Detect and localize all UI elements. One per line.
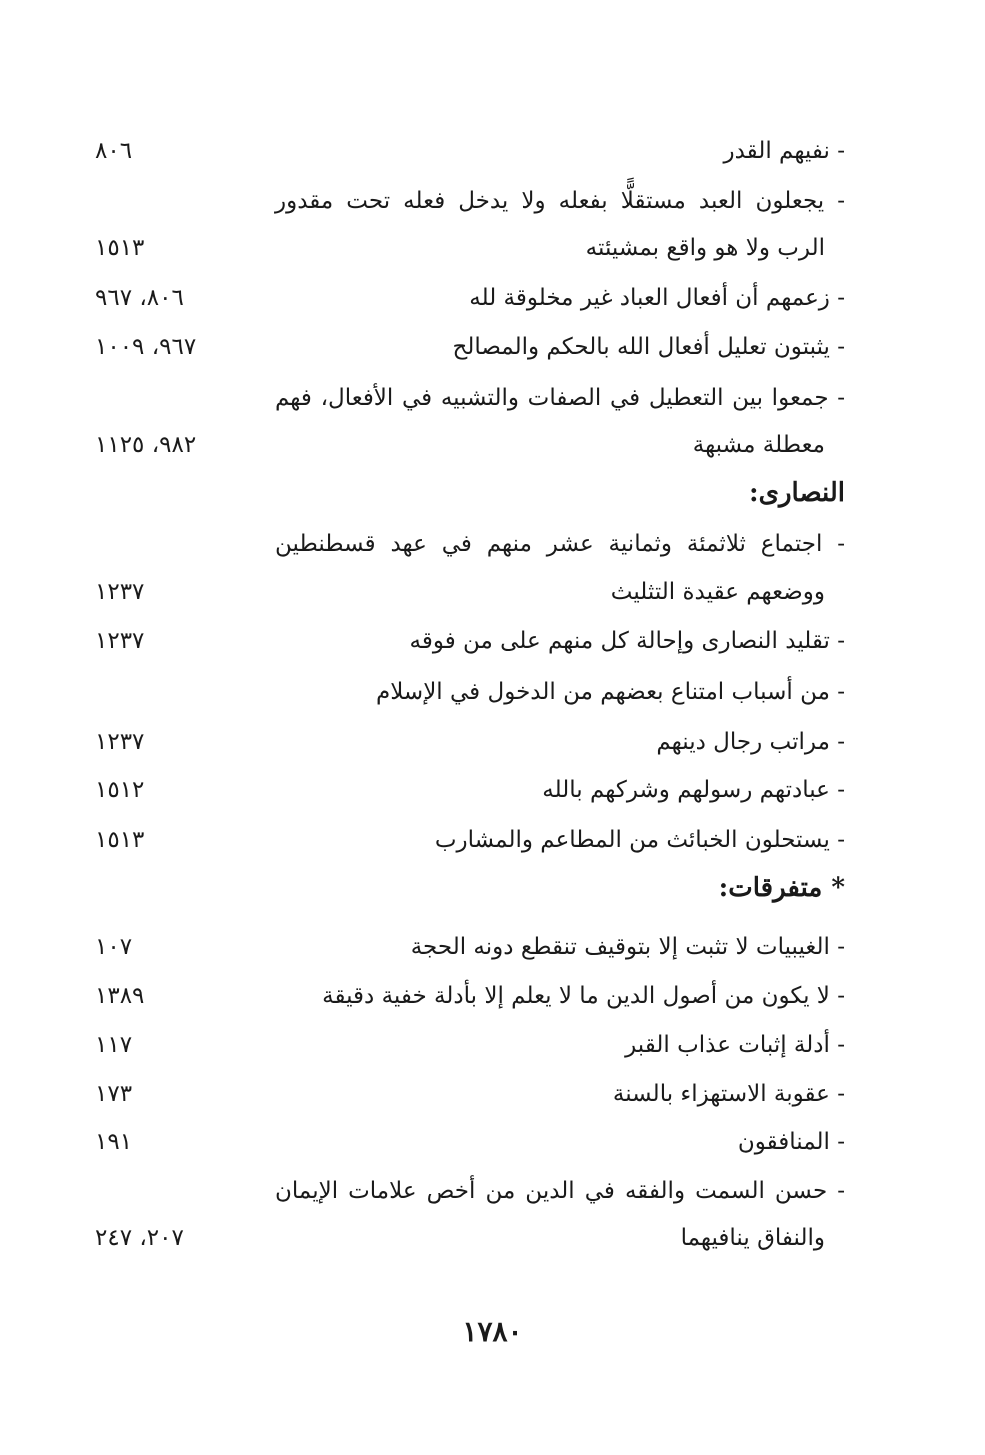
index-entry bbox=[0, 722, 985, 762]
index-entry bbox=[0, 621, 985, 661]
index-entry bbox=[0, 820, 985, 860]
entry-pages: ١٧٣ bbox=[95, 1081, 133, 1107]
entry-pages: ٩٦٧، ١٠٠٩ bbox=[95, 334, 197, 360]
index-entry bbox=[0, 976, 985, 1016]
entry-text: - لا يكون من أصول الدين ما لا يعلم إلا بأدلة خفية دقيقة bbox=[322, 983, 845, 1009]
section-heading: * متفرقات: bbox=[718, 873, 845, 903]
entry-text: - نفيهم القدر bbox=[723, 138, 845, 164]
entry-text: - اجتماع ثلاثمئة وثمانية عشر منهم في عهد قسطنطين bbox=[275, 531, 845, 557]
entry-pages: ٨٠٦ bbox=[95, 138, 133, 164]
entry-text: - تقليد النصارى وإحالة كل منهم على من فوقه bbox=[409, 628, 845, 654]
entry-text: - يستحلون الخبائث من المطاعم والمشارب bbox=[434, 827, 845, 853]
entry-text: والنفاق ينافيهما bbox=[680, 1225, 825, 1251]
index-entry-continuation bbox=[0, 572, 985, 612]
index-entry bbox=[0, 1074, 985, 1114]
index-entry bbox=[0, 278, 985, 318]
entry-text: - الغيبيات لا تثبت إلا بتوقيف تنقطع دونه الحجة bbox=[410, 934, 845, 960]
entry-pages: ١٥١٣ bbox=[95, 827, 145, 853]
entry-text: - زعمهم أن أفعال العباد غير مخلوقة لله bbox=[469, 285, 845, 311]
index-entry bbox=[0, 181, 985, 221]
section-heading-nasara bbox=[0, 473, 985, 513]
index-entry-continuation bbox=[0, 1218, 985, 1258]
entry-text: - أدلة إثبات عذاب القبر bbox=[625, 1032, 845, 1058]
entry-text: معطلة مشبهة bbox=[692, 432, 825, 458]
entry-text: - حسن السمت والفقه في الدين من أخص علامات الإيمان bbox=[275, 1178, 845, 1204]
entry-pages: ١١٧ bbox=[95, 1032, 133, 1058]
entry-pages: ١٩١ bbox=[95, 1129, 133, 1155]
index-entry-continuation bbox=[0, 425, 985, 465]
entry-text: - عبادتهم رسولهم وشركهم بالله bbox=[542, 777, 845, 803]
entry-pages: ١٥١٣ bbox=[95, 235, 145, 261]
index-entry bbox=[0, 1171, 985, 1211]
entry-text: - عقوبة الاستهزاء بالسنة bbox=[612, 1081, 845, 1107]
entry-text: - جمعوا بين التعطيل في الصفات والتشبيه في الأفعال، فهم bbox=[275, 385, 845, 411]
entry-text: - مراتب رجال دينهم bbox=[656, 729, 845, 755]
entry-pages: ١٢٣٧ bbox=[95, 628, 145, 654]
index-entry bbox=[0, 378, 985, 418]
section-heading-misc bbox=[0, 868, 985, 908]
index-entry bbox=[0, 1025, 985, 1065]
index-entry bbox=[0, 672, 985, 712]
index-entry bbox=[0, 131, 985, 171]
entry-text: ووضعهم عقيدة التثليث bbox=[610, 579, 825, 605]
index-entry bbox=[0, 770, 985, 810]
entry-text: - يثبتون تعليل أفعال الله بالحكم والمصالح bbox=[452, 334, 845, 360]
index-entry-continuation bbox=[0, 228, 985, 268]
index-entry bbox=[0, 327, 985, 367]
index-entry bbox=[0, 1122, 985, 1162]
entry-pages: ١٣٨٩ bbox=[95, 983, 145, 1009]
entry-pages: ١٢٣٧ bbox=[95, 729, 145, 755]
entry-text: - المنافقون bbox=[737, 1129, 845, 1155]
page-number: ١٧٨٠ bbox=[462, 1315, 523, 1348]
index-entry bbox=[0, 524, 985, 564]
entry-text: - من أسباب امتناع بعضهم من الدخول في الإسلام bbox=[375, 679, 845, 705]
entry-text: الرب ولا هو واقع بمشيئته bbox=[585, 235, 825, 261]
entry-text: - يجعلون العبد مستقلًّا بفعله ولا يدخل فعله تحت مقدور bbox=[275, 188, 845, 214]
entry-pages: ٩٨٢، ١١٢٥ bbox=[95, 432, 197, 458]
entry-pages: ١٥١٢ bbox=[95, 777, 145, 803]
entry-pages: ٨٠٦، ٩٦٧ bbox=[95, 285, 184, 311]
entry-pages: ١٢٣٧ bbox=[95, 579, 145, 605]
index-entry bbox=[0, 927, 985, 967]
entry-pages: ١٠٧ bbox=[95, 934, 133, 960]
entry-pages: ٢٠٧، ٢٤٧ bbox=[95, 1225, 184, 1251]
section-heading: النصارى: bbox=[749, 478, 845, 508]
